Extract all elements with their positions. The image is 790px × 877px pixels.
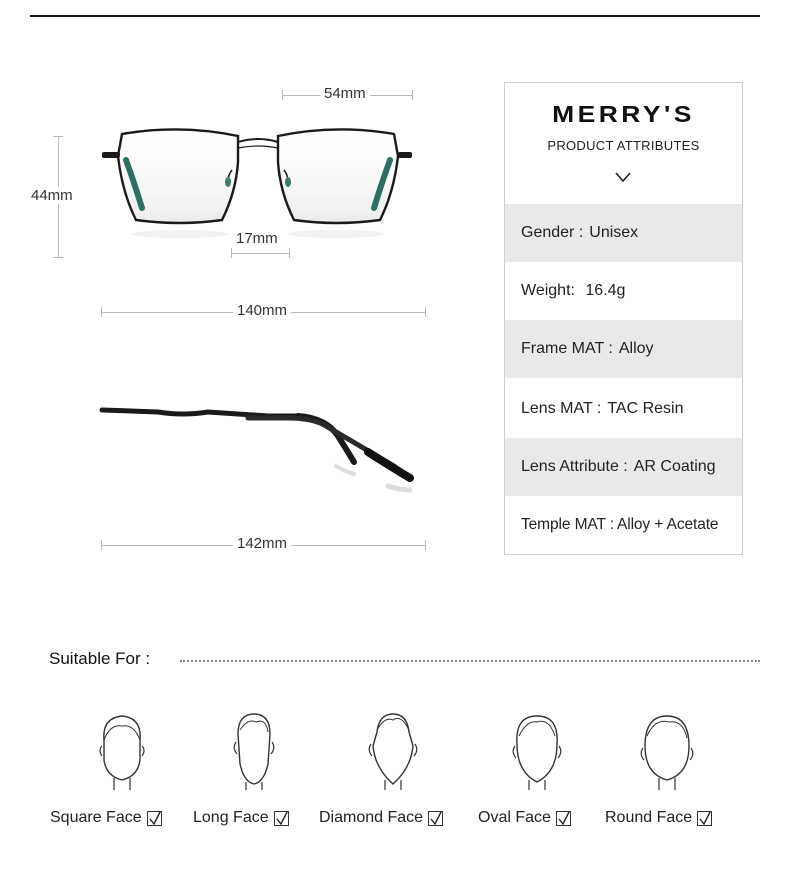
long-face-icon (226, 710, 282, 792)
attr-row-lens-mat (505, 380, 742, 438)
attr-key: Frame MAT : (521, 340, 613, 357)
attr-key: Gender : (521, 224, 584, 241)
checkbox-checked-icon (428, 811, 443, 826)
glasses-front-view (100, 122, 420, 242)
attr-key: Weight: (521, 282, 575, 299)
face-label-oval (478, 809, 571, 827)
attr-row-temple-mat (505, 496, 742, 554)
face-label-text: Diamond Face (319, 809, 424, 826)
checkbox-checked-icon (556, 811, 571, 826)
attr-value: AR Coating (633, 458, 716, 475)
checkbox-checked-icon (697, 811, 712, 826)
bridge-label: 17mm (236, 230, 278, 247)
lens-width-label: 54mm (320, 85, 370, 102)
face-label-text: Round Face (605, 809, 693, 826)
diamond-face-icon (363, 710, 423, 792)
face-label-square (50, 809, 162, 827)
face-label-text: Square Face (50, 809, 142, 826)
attr-value: Alloy + Acetate (616, 516, 719, 533)
temple-length-label: 142mm (233, 535, 291, 552)
brand-logo: MERRY'S (552, 101, 695, 127)
attr-value: 16.4g (580, 282, 626, 299)
face-label-long (193, 809, 289, 827)
suitable-for-title: Suitable For : (49, 649, 151, 668)
face-label-text: Oval Face (478, 809, 551, 826)
face-label-round (605, 809, 712, 827)
bridge-line (231, 253, 289, 254)
attr-row-lens-attribute (505, 438, 742, 496)
round-face-icon (637, 710, 697, 792)
attr-value: Alloy (618, 340, 654, 357)
panel-subtitle: PRODUCT ATTRIBUTES (547, 138, 700, 153)
face-label-text: Long Face (193, 809, 269, 826)
glasses-side-view (98, 400, 418, 500)
top-divider (30, 15, 760, 17)
checkbox-checked-icon (147, 811, 162, 826)
oval-face-icon (507, 710, 567, 792)
dotted-divider (180, 660, 760, 662)
attr-value: Unisex (589, 224, 639, 241)
attr-key: Lens MAT : (521, 400, 602, 417)
square-face-icon (94, 710, 150, 792)
checkbox-checked-icon (274, 811, 289, 826)
attr-row-gender (505, 204, 742, 262)
attr-key: Lens Attribute : (521, 458, 628, 475)
face-label-diamond (319, 809, 443, 827)
attr-row-weight (505, 262, 742, 320)
attr-key: Temple MAT : (521, 516, 614, 533)
attr-value: TAC Resin (607, 400, 684, 417)
lens-height-label: 44mm (27, 187, 77, 204)
product-attributes-panel (504, 82, 743, 555)
chevron-down-icon (615, 171, 631, 183)
attr-row-frame-mat (505, 320, 742, 378)
frame-width-label: 140mm (233, 302, 291, 319)
